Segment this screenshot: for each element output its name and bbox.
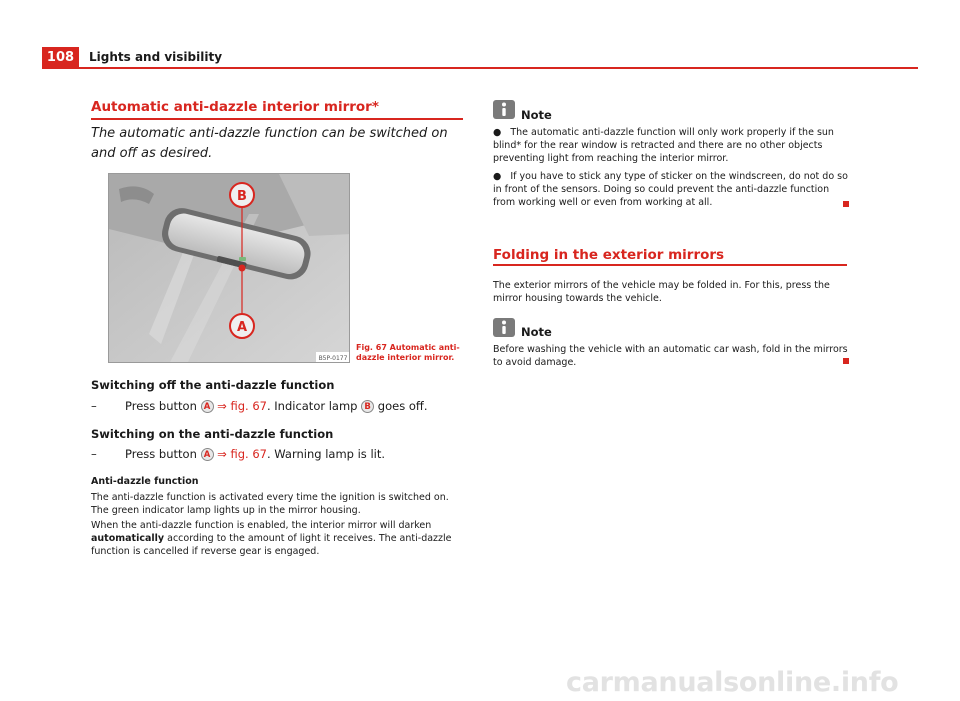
switch-off-heading: Switching off the anti-dazzle function (91, 378, 335, 392)
figure-caption: Fig. 67 Automatic anti-dazzle interior mirror. (356, 343, 460, 362)
button-a-badge: A (201, 448, 214, 461)
note-bullet-1: ● The automatic anti-dazzle function will only work properly if the sun blind* for the rear window is retracted and there are no other objects preventing light from reaching the interior mirror. (493, 127, 834, 164)
intro-text: The automatic anti-dazzle function can be switched on and off as desired. (91, 126, 448, 161)
note-2-text: Before washing the vehicle with an automatic car wash, fold in the mirrors to avoid damage. (493, 344, 848, 368)
figure-label-b: B (237, 189, 247, 204)
anti-dazzle-function-heading: Anti-dazzle function (91, 476, 199, 487)
end-of-section-mark (843, 201, 849, 207)
section-rule (91, 118, 463, 120)
function-paragraph-2: When the anti-dazzle function is enabled, the interior mirror will darken automatically according to the amount of light it receives. The anti-dazzle function is cancelled if reverse gear is engaged. (91, 520, 452, 557)
function-paragraph-1: The anti-dazzle function is activated every time the ignition is switched on. The green indicator lamp lights up in the mirror housing. (91, 492, 449, 516)
section-title-folding: Folding in the exterior mirrors (493, 247, 725, 263)
info-icon (493, 100, 515, 119)
lamp-b-badge: B (361, 400, 374, 413)
figure-label-a: A (236, 320, 248, 335)
note-label: Note (521, 325, 552, 339)
switch-on-heading: Switching on the anti-dazzle function (91, 427, 334, 441)
info-icon (493, 318, 515, 337)
switch-on-step: – Press button A ⇒ fig. 67. Warning lamp is lit. (91, 447, 385, 461)
switch-off-step: – Press button A ⇒ fig. 67. Indicator lamp B goes off. (91, 399, 428, 413)
section-title-anti-dazzle: Automatic anti-dazzle interior mirror* (91, 99, 379, 115)
button-a-badge: A (201, 400, 214, 413)
fig-67-link[interactable]: ⇒ fig. 67 (213, 399, 267, 413)
note-label: Note (521, 108, 552, 122)
page-number: 108 (42, 47, 79, 69)
figure-code: B5P-0177 (318, 355, 348, 362)
section-rule (493, 264, 847, 266)
note-bullet-2: ● If you have to stick any type of sticker on the windscreen, do not do so in front of the sensors. Doing so could prevent the anti-dazzle function from working well or even from working at all. (493, 171, 848, 208)
mirror-illustration (109, 174, 350, 363)
end-of-section-mark (843, 358, 849, 364)
watermark: carmanualsonline.info (566, 667, 899, 698)
fig-67-link[interactable]: ⇒ fig. 67 (213, 447, 267, 461)
figure-interior-mirror (108, 173, 350, 363)
running-header-title: Lights and visibility (89, 50, 223, 64)
folding-paragraph: The exterior mirrors of the vehicle may be folded in. For this, press the mirror housing towards the vehicle. (493, 280, 830, 304)
header-rule (42, 67, 918, 69)
